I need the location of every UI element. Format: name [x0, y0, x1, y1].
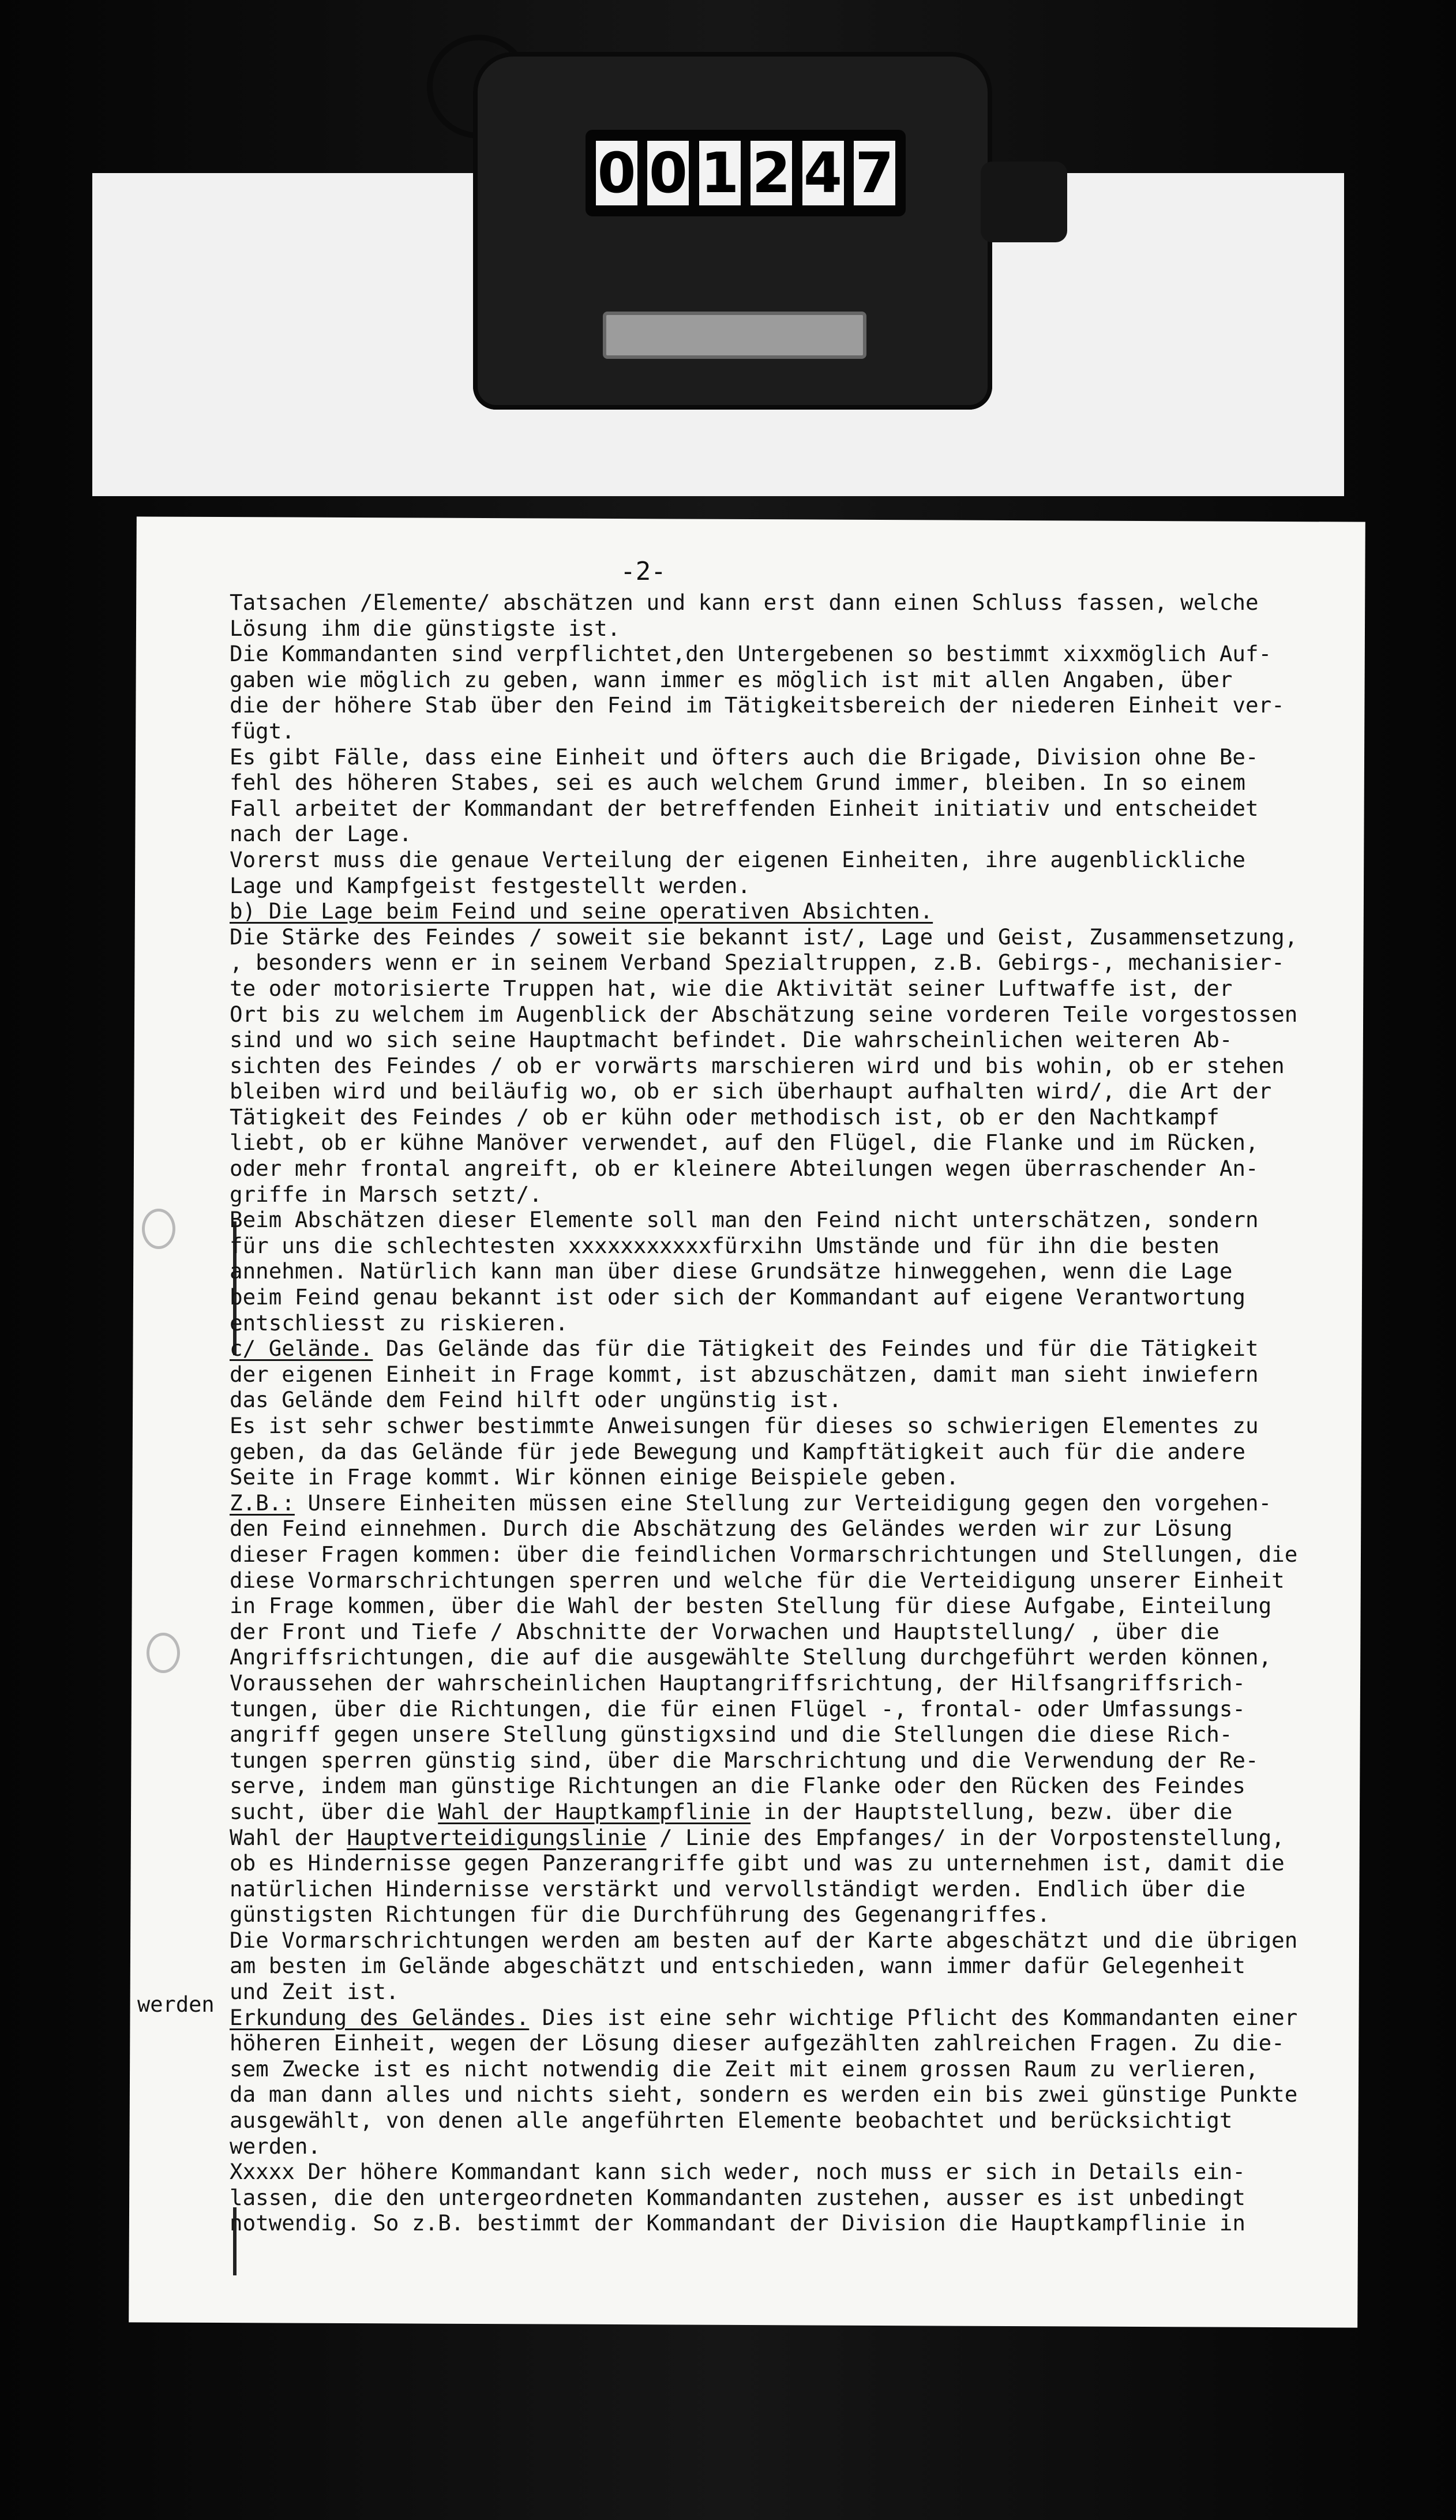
text-segment: für uns die schlechtesten xxxxxxxxxxxfürxihn Umstände und für ihn die besten — [230, 1232, 1219, 1258]
counter-digit: 0 — [647, 141, 689, 205]
text-line — [230, 1001, 1298, 1028]
text-line — [230, 2004, 1298, 2031]
underlined-heading: Wahl der Hauptkampflinie — [438, 1798, 751, 1824]
counter-lever — [981, 162, 1067, 242]
text-line — [230, 821, 1285, 847]
text-line — [230, 590, 1285, 616]
text-segment: der eigenen Einheit in Frage kommt, ist abzuschätzen, damit man sieht inwiefern — [230, 1361, 1259, 1387]
text-segment: Beim Abschätzen dieser Elemente soll man den Feind nicht unterschätzen, sondern — [230, 1207, 1259, 1233]
counter-digit: 2 — [750, 141, 792, 205]
text-segment: fügt. — [230, 718, 295, 744]
text-segment: lassen, die den untergeordneten Kommandanten zustehen, ausser es ist unbedingt — [230, 2184, 1245, 2210]
text-line — [230, 1516, 1285, 1542]
underlined-heading: b) Die Lage beim Feind und seine operativen Absichten. — [230, 898, 933, 924]
text-line — [230, 1927, 1298, 1953]
underlined-heading: Erkundung des Geländes. — [230, 2004, 530, 2030]
text-segment: günstigsten Richtungen für die Durchführung des Gegenangriffes. — [230, 1902, 1050, 1927]
text-segment: natürlichen Hindernisse verstärkt und vervollständigt werden. Endlich über die — [230, 1876, 1245, 1902]
counter-digit: 1 — [699, 141, 741, 205]
text-segment: Die Stärke des Feindes / soweit sie bekannt ist/, Lage und Geist, Zusammensetzung, — [230, 924, 1298, 950]
text-segment: Dies ist eine sehr wichtige Pflicht des Kommandanten einer — [529, 2004, 1298, 2030]
counter-digit: 4 — [802, 141, 844, 205]
text-segment: Die Kommandanten sind verpflichtet,den Untergebenen so bestimmt xixxmöglich Auf- — [230, 641, 1272, 667]
text-line — [230, 1541, 1298, 1567]
text-line — [230, 1130, 1285, 1156]
text-line — [230, 796, 1285, 822]
text-line — [230, 1387, 1285, 1413]
text-segment: höheren Einheit, wegen der Lösung dieser aufgezählten zahlreichen Fragen. Zu die- — [230, 2030, 1285, 2056]
text-line — [230, 1825, 1285, 1851]
typewritten-body — [230, 590, 1298, 2236]
text-segment: entschliesst zu riskieren. — [230, 1310, 568, 1336]
text-line — [230, 744, 1285, 770]
text-segment: Seite in Frage kommt. Wir können einige Beispiele geben. — [230, 1464, 959, 1490]
text-line — [230, 2133, 1285, 2159]
text-line — [230, 1027, 1285, 1053]
text-segment: diese Vormarschrichtungen sperren und welche für die Verteidigung unserer Einheit — [230, 1567, 1285, 1593]
text-line — [230, 1850, 1285, 1876]
text-line — [230, 667, 1285, 693]
text-line — [230, 1284, 1285, 1310]
text-line — [230, 1644, 1285, 1670]
text-segment: Voraussehen der wahrscheinlichen Hauptangriffsrichtung, der Hilfsangriffsrich- — [230, 1670, 1245, 1696]
text-line — [230, 1876, 1285, 1902]
text-segment: am besten im Gelände abgeschätzt und entschieden, wann immer dafür Gelegenheit — [230, 1953, 1245, 1979]
text-line — [230, 718, 1285, 744]
text-segment: sind und wo sich seine Hauptmacht befindet. Die wahrscheinlichen weiteren Ab- — [230, 1027, 1233, 1053]
text-segment: serve, indem man günstige Richtungen an die Flanke oder den Rücken des Feindes — [230, 1773, 1245, 1799]
text-segment: ausgewählt, von denen alle angeführten Elemente beobachtet und berücksichtigt — [230, 2108, 1233, 2133]
counter-nameplate — [603, 312, 866, 359]
text-segment: und Zeit ist. — [230, 1979, 399, 2005]
text-segment: der Front und Tiefe / Abschnitte der Vorwachen und Hauptstellung/ , über die — [230, 1618, 1219, 1644]
underlined-heading: c/ Gelände. — [230, 1336, 373, 1362]
text-segment: gaben wie möglich zu geben, wann immer es möglich ist mit allen Angaben, über — [230, 666, 1233, 692]
text-line — [230, 1670, 1285, 1696]
text-segment: in der Hauptstellung, bezw. über die — [750, 1798, 1233, 1824]
page-number: -2- — [620, 557, 666, 586]
text-line — [230, 2108, 1285, 2133]
text-segment: Lösung ihm die günstigste ist. — [230, 615, 621, 641]
text-segment: tungen, über die Richtungen, die für einen Flügel -, frontal- oder Umfassungs- — [230, 1696, 1245, 1722]
text-line — [230, 1902, 1285, 1927]
text-line — [230, 1593, 1285, 1619]
text-line — [230, 1310, 1285, 1336]
text-line — [230, 1362, 1285, 1387]
text-line — [230, 1799, 1285, 1825]
text-segment: / Linie des Empfanges/ in der Vorpostenstellung, — [646, 1824, 1285, 1850]
margin-note: werden — [137, 1992, 215, 2017]
text-segment: bleiben wird und beiläufig wo, ob er sich überhaupt aufhalten wird/, die Art der — [230, 1078, 1272, 1104]
counter-digit: 0 — [596, 141, 637, 205]
text-segment: Fall arbeitet der Kommandant der betreffenden Einheit initiativ und entscheidet — [230, 795, 1259, 821]
text-segment: griffe in Marsch setzt/. — [230, 1181, 542, 1207]
text-line — [230, 2210, 1285, 2236]
text-line — [230, 924, 1298, 950]
text-segment: angriff gegen unsere Stellung günstigxsind und die Stellungen die diese Rich- — [230, 1722, 1233, 1747]
text-segment: Xxxxx Der höhere Kommandant kann sich weder, noch muss er sich in Details ein- — [230, 2159, 1245, 2185]
text-line — [230, 873, 1285, 899]
text-line — [230, 1747, 1285, 1773]
text-line — [230, 1490, 1285, 1516]
text-line — [230, 1413, 1285, 1439]
punch-hole — [147, 1633, 180, 1673]
text-segment: Tatsachen /Elemente/ abschätzen und kann erst dann einen Schluss fassen, welche — [230, 590, 1259, 615]
text-segment: notwendig. So z.B. bestimmt der Kommandant der Division die Hauptkampflinie in — [230, 2210, 1245, 2236]
text-line — [230, 1078, 1285, 1104]
punch-hole — [142, 1209, 175, 1249]
text-line — [230, 1182, 1285, 1208]
text-segment: dieser Fragen kommen: über die feindlichen Vormarschrichtungen und Stellungen, die — [230, 1541, 1298, 1567]
text-segment: fehl des höheren Stabes, sei es auch welchem Grund immer, bleiben. In so einem — [230, 770, 1245, 796]
text-segment: werden. — [230, 2133, 321, 2159]
text-segment: annehmen. Natürlich kann man über diese Grundsätze hinweggehen, wenn die Lage — [230, 1258, 1233, 1284]
text-line — [230, 950, 1285, 976]
text-segment: Unsere Einheiten müssen eine Stellung zur Verteidigung gegen den vorgehen- — [294, 1490, 1272, 1516]
text-segment: Ort bis zu welchem im Augenblick der Abschätzung seine vorderen Teile vorgestossen — [230, 1001, 1298, 1027]
text-line — [230, 770, 1285, 796]
text-line — [230, 976, 1285, 1002]
text-line — [230, 1439, 1285, 1465]
text-line — [230, 898, 1285, 924]
text-segment: , besonders wenn er in seinem Verband Spezialtruppen, z.B. Gebirgs-, mechanisier- — [230, 950, 1285, 976]
counter-digit: 7 — [854, 141, 895, 205]
text-line — [230, 1233, 1285, 1259]
text-line — [230, 1979, 1285, 2005]
text-line — [230, 1953, 1285, 1979]
text-segment: den Feind einnehmen. Durch die Abschätzung des Geländes werden wir zur Lösung — [230, 1516, 1233, 1542]
text-segment: nach der Lage. — [230, 821, 412, 847]
text-line — [230, 1336, 1285, 1362]
underlined-heading: Hauptverteidigungslinie — [347, 1824, 647, 1850]
text-segment: sem Zwecke ist es nicht notwendig die Zeit mit einem grossen Raum zu verlieren, — [230, 2056, 1259, 2082]
text-line — [230, 1464, 1285, 1490]
text-line — [230, 641, 1285, 667]
text-segment: Vorerst muss die genaue Verteilung der eigenen Einheiten, ihre augenblickliche — [230, 846, 1245, 872]
text-segment: beim Feind genau bekannt ist oder sich der Kommandant auf eigene Verantwortung — [230, 1284, 1245, 1310]
counter-window — [586, 130, 906, 216]
text-segment: oder mehr frontal angreift, ob er kleinere Abteilungen wegen überraschender An- — [230, 1156, 1259, 1182]
text-segment: Es gibt Fälle, dass eine Einheit und öfters auch die Brigade, Division ohne Be- — [230, 744, 1259, 770]
text-line — [230, 1053, 1285, 1079]
text-segment: Angriffsrichtungen, die auf die ausgewählte Stellung durchgeführt werden können, — [230, 1644, 1272, 1670]
text-segment: das Gelände dem Feind hilft oder ungünstig ist. — [230, 1387, 842, 1413]
text-line — [230, 1258, 1285, 1284]
text-line — [230, 847, 1285, 873]
text-segment: da man dann alles und nichts sieht, sondern es werden ein bis zwei günstige Punkte — [230, 2082, 1298, 2108]
text-segment: Das Gelände das für die Tätigkeit des Feindes und für die Tätigkeit — [373, 1336, 1259, 1362]
text-line — [230, 1722, 1285, 1747]
text-line — [230, 1619, 1285, 1645]
text-line — [230, 2030, 1285, 2056]
text-segment: sucht, über die — [230, 1798, 438, 1824]
text-line — [230, 616, 1285, 642]
text-segment: in Frage kommen, über die Wahl der besten Stellung für diese Aufgabe, Einteilung — [230, 1593, 1272, 1619]
text-line — [230, 2056, 1285, 2082]
text-segment: sichten des Feindes / ob er vorwärts marschieren wird und bis wohin, ob er stehen — [230, 1052, 1285, 1078]
text-segment: Die Vormarschrichtungen werden am besten auf der Karte abgeschätzt und die übrigen — [230, 1927, 1298, 1953]
text-segment: Es ist sehr schwer bestimmte Anweisungen für dieses so schwierigen Elementes zu — [230, 1413, 1259, 1438]
text-segment: ob es Hindernisse gegen Panzerangriffe gibt und was zu unternehmen ist, damit die — [230, 1850, 1285, 1876]
text-line — [230, 692, 1285, 718]
text-line — [230, 2159, 1285, 2185]
text-line — [230, 2082, 1298, 2108]
text-line — [230, 2185, 1285, 2211]
text-segment: Lage und Kampfgeist festgestellt werden. — [230, 872, 751, 898]
text-line — [230, 1696, 1285, 1722]
text-line — [230, 1104, 1285, 1130]
text-line — [230, 1207, 1285, 1233]
text-segment: Tätigkeit des Feindes / ob er kühn oder methodisch ist, ob er den Nachtkampf — [230, 1104, 1219, 1130]
text-line — [230, 1773, 1285, 1799]
text-segment: liebt, ob er kühne Manöver verwendet, auf den Flügel, die Flanke und im Rücken, — [230, 1130, 1259, 1156]
underlined-heading: Z.B.: — [230, 1490, 295, 1516]
text-line — [230, 1567, 1285, 1593]
text-line — [230, 1156, 1285, 1182]
text-segment: Wahl der — [230, 1824, 347, 1850]
text-segment: die der höhere Stab über den Feind im Tätigkeitsbereich der niederen Einheit ver- — [230, 692, 1285, 718]
text-segment: tungen sperren günstig sind, über die Marschrichtung und die Verwendung der Re- — [230, 1747, 1259, 1773]
text-segment: te oder motorisierte Truppen hat, wie die Aktivität seiner Luftwaffe ist, der — [230, 975, 1233, 1001]
text-segment: geben, da das Gelände für jede Bewegung und Kampftätigkeit auch für die andere — [230, 1438, 1245, 1464]
